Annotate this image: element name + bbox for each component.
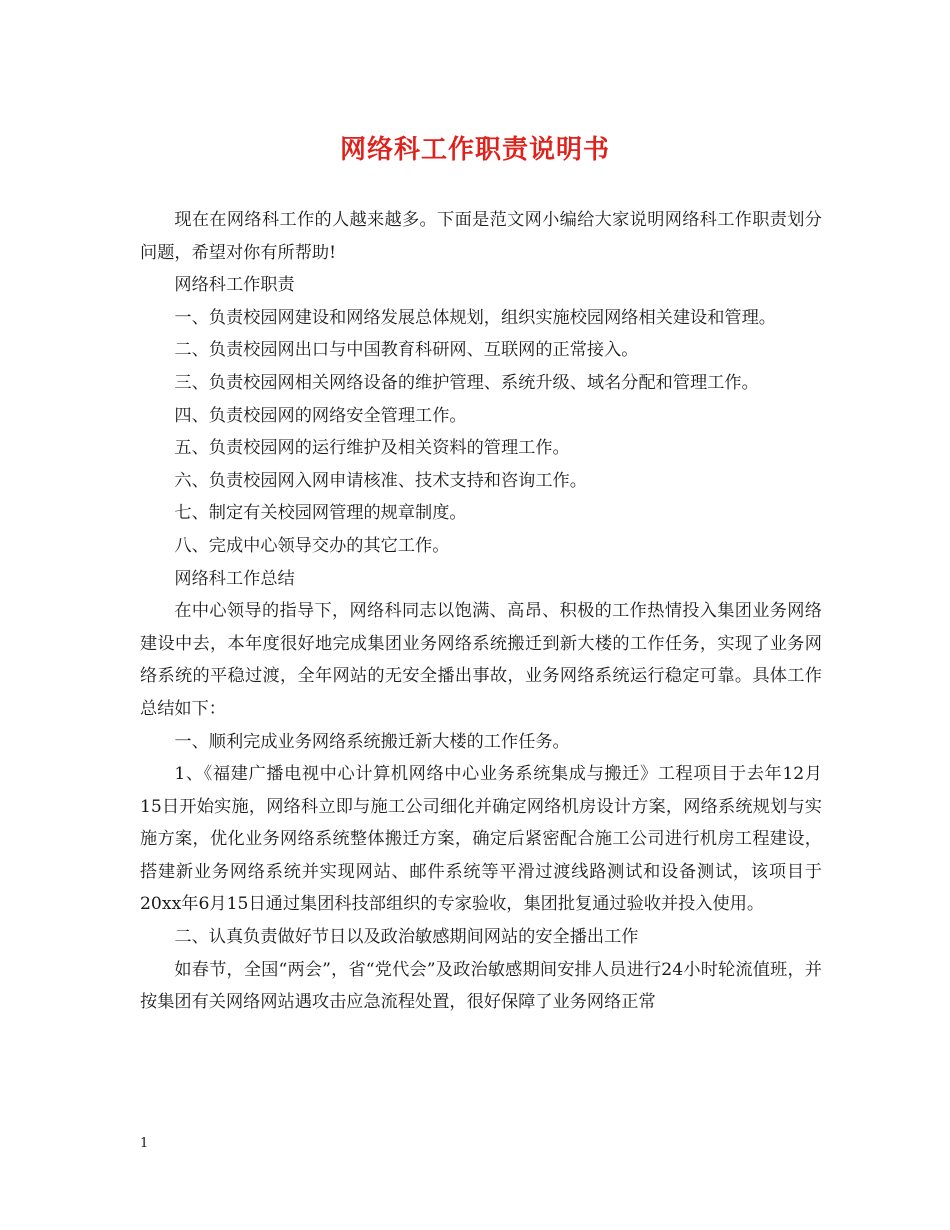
duty-item-3: 三、负责校园网相关网络设备的维护管理、系统升级、域名分配和管理工作。 <box>174 372 759 393</box>
summary-heading-2: 二、认真负责做好节日以及政治敏感期间网站的安全播出工作 <box>174 927 639 948</box>
duty-item-7: 七、制定有关校园网管理的规章制度。 <box>174 503 467 524</box>
document-title: 网络科工作职责说明书 <box>339 135 610 165</box>
paragraph-intro: 现在在网络科工作的人越来越多。下面是范文网小编给大家说明网络科工作职责划分问题，希望对你有所帮助! <box>140 210 822 263</box>
duty-item-4: 四、负责校园网的网络安全管理工作。 <box>174 405 467 426</box>
duty-item-2: 二、负责校园网出口与中国教育科研网、互联网的正常接入。 <box>174 340 639 361</box>
duty-item-5: 五、负责校园网的运行维护及相关资料的管理工作。 <box>174 438 570 459</box>
section-heading-summary: 网络科工作总结 <box>174 568 295 589</box>
paragraph-summary-1: 1、《福建广播电视中心计算机网络中心业务系统集成与搬迁》工程项目于去年12月15日开始实施，网络科立即与施工公司细化并确定网络机房设计方案，网络系统规划与实施方案，优化业务网络系统整体搬迁方案，确定后紧密配合施工公司进行机房工程建设，搭建新业务网络系统并实现网站、邮件系统等平滑过渡线路测试和设备测试，该项目于20xx年6月15日通过集团科技部组织的专家验收，集团批复通过验收并投入使用。 <box>140 764 822 915</box>
duty-item-1: 一、负责校园网建设和网络发展总体规划，组织实施校园网络相关建设和管理。 <box>174 307 776 328</box>
duty-item-8: 八、完成中心领导交办的其它工作。 <box>174 535 450 556</box>
paragraph-summary-intro: 在中心领导的指导下，网络科同志以饱满、高昂、积极的工作热情投入集团业务网络建设中去，本年度很好地完成集团业务网络系统搬迁到新大楼的工作任务，实现了业务网络系统的平稳过渡，全年网站的无安全播出事故，业务网络系统运行稳定可靠。具体工作总结如下： <box>140 601 822 719</box>
page-number: 1 <box>140 1136 149 1151</box>
summary-heading-1: 一、顺利完成业务网络系统搬迁新大楼的工作任务。 <box>174 731 570 752</box>
duty-item-6: 六、负责校园网入网申请核准、技术支持和咨询工作。 <box>174 470 587 491</box>
paragraph-summary-2: 如春节，全国“两会”，省“党代会”及政治敏感期间安排人员进行24小时轮流值班，并按集团有关网络网站遇攻击应急流程处置，很好保障了业务网络正常 <box>140 959 822 1013</box>
section-heading-duties: 网络科工作职责 <box>174 275 295 296</box>
document-body <box>140 204 822 1019</box>
